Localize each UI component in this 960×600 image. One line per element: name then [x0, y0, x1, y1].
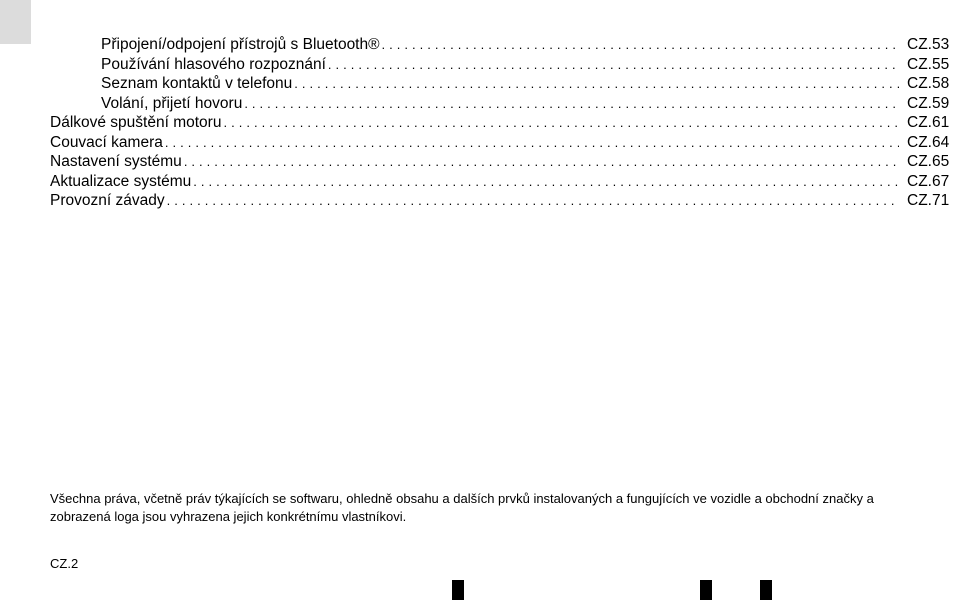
- toc-entry-page: CZ.67: [907, 172, 950, 190]
- toc-entry-page: CZ.53: [907, 36, 950, 53]
- toc-entry-page: CZ.64: [907, 133, 950, 151]
- dot-leader: [167, 191, 899, 211]
- copyright-line: Všechna práva, včetně práv týkajících se softwaru, ohledně obsahu a dalších prvků instalovaných a fungujících ve vozidle a obchodní značky a: [50, 491, 874, 506]
- toc-entry-page: CZ.61: [907, 114, 950, 131]
- toc-entry-malfunctions[interactable]: [50, 191, 899, 211]
- dot-leader: [328, 55, 899, 75]
- toc-entry-page: CZ.59: [907, 94, 950, 112]
- toc-entry-title: Couvací kamera: [50, 133, 163, 151]
- crop-mark: [452, 580, 464, 600]
- toc-entry-system-settings[interactable]: [50, 152, 899, 172]
- dot-leader: [223, 113, 899, 133]
- copyright-line: zobrazená loga jsou vyhrazena jejich konkrétnímu vlastníkovi.: [50, 509, 407, 524]
- toc-entry-title: Seznam kontaktů v telefonu: [101, 75, 293, 92]
- toc-entry-page: CZ.55: [907, 55, 950, 73]
- toc-entry-phone-contacts[interactable]: [101, 74, 899, 94]
- toc-entry-voice-recognition[interactable]: [101, 55, 899, 75]
- page-corner-tab: [0, 0, 31, 44]
- toc-entry-title: Připojení/odpojení přístrojů s Bluetooth®: [101, 36, 380, 53]
- toc-entry-page: CZ.65: [907, 153, 950, 170]
- toc-entry-title: Dálkové spuštění motoru: [50, 114, 222, 131]
- toc-entry-remote-start[interactable]: [50, 113, 899, 133]
- toc-entry-title: Provozní závady: [50, 192, 165, 209]
- toc-entry-reversing-camera[interactable]: [50, 133, 899, 153]
- toc-entry-calling[interactable]: [101, 94, 899, 114]
- dot-leader: [193, 172, 899, 192]
- dot-leader: [184, 152, 899, 172]
- toc-entry-system-update[interactable]: [50, 172, 899, 192]
- crop-mark: [700, 580, 712, 600]
- dot-leader: [244, 94, 899, 114]
- toc-entry-bluetooth[interactable]: [101, 35, 899, 55]
- toc-entry-title: Volání, přijetí hovoru: [101, 94, 243, 112]
- dot-leader: [294, 74, 899, 94]
- toc-entry-title: Používání hlasového rozpoznání: [101, 55, 326, 73]
- toc-entry-title: Nastavení systému: [50, 153, 182, 170]
- copyright-notice: [50, 490, 960, 526]
- crop-mark: [760, 580, 772, 600]
- dot-leader: [165, 133, 899, 153]
- toc-entry-page: CZ.58: [907, 75, 950, 92]
- dot-leader: [382, 35, 899, 55]
- toc-entry-page: CZ.71: [907, 192, 950, 209]
- page-number: CZ.2: [50, 556, 79, 571]
- toc-entry-title: Aktualizace systému: [50, 172, 192, 190]
